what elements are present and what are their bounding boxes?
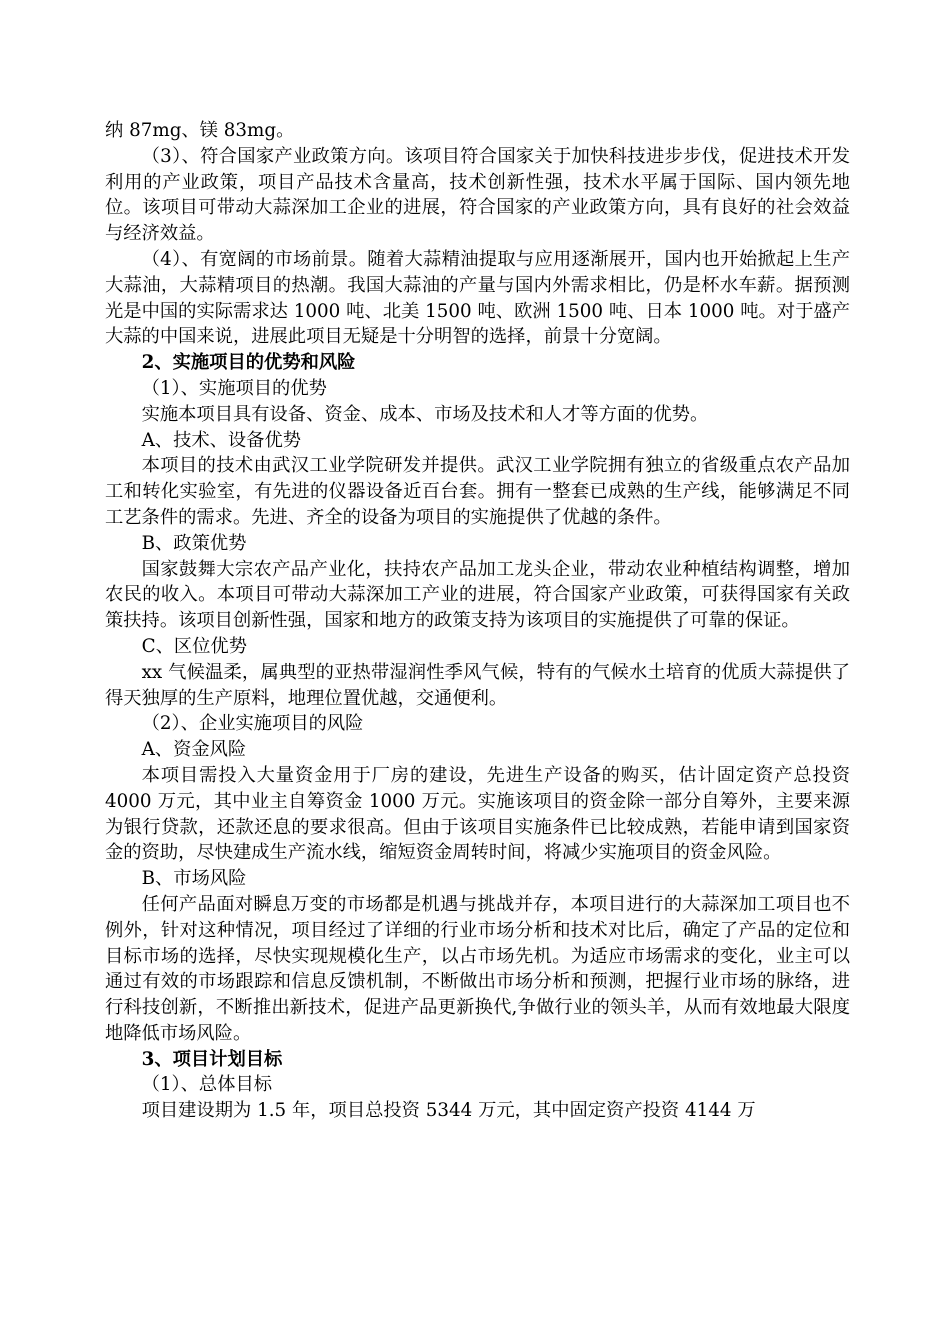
paragraph-continuation: 纳 87mg、镁 83mg。 xyxy=(105,120,295,141)
paragraph-capital-risk: 本项目需投入大量资金用于厂房的建设，先进生产设备的购买，估计固定资产总投资 4000 万元，其中业主自筹资金 1000 万元。实施该项目的资金除一部分自筹外，主要来源为银行贷款，还款还息的要求很高。但由于该项目实施条件已比较成熟，若能申请到国家资金的资助，尽快建成生产流水线，缩短资金周转时间，将减少实施项目的资金风险。 xyxy=(105,764,850,864)
section-heading-advantages-risks: 2、实施项目的优势和风险 xyxy=(141,352,356,374)
subheading-advantages: （1）、实施项目的优势 xyxy=(141,377,327,399)
subheading-location: C、区位优势 xyxy=(141,635,247,657)
subheading-capital-risk: A、资金风险 xyxy=(141,739,247,761)
paragraph-policy-direction: （3）、符合国家产业政策方向。该项目符合国家关于加快科技进步步伐，促进技术开发利用的产业政策，项目产品技术含量高，技术创新性强，技术水平属于国际、国内领先地位。该项目可带动大蒜深加工企业的进展，符合国家的产业政策方向，具有良好的社会效益与经济效益。 xyxy=(105,145,850,245)
subheading-risks: （2）、企业实施项目的风险 xyxy=(141,713,364,735)
subheading-policy: B、政策优势 xyxy=(141,532,247,554)
paragraph-market-risk: 任何产品面对瞬息万变的市场都是机遇与挑战并存，本项目进行的大蒜深加工项目也不例外，针对这种情况，项目经过了详细的行业市场分析和技术对比后，确定了产品的定位和目标市场的选择，尽快实现规模化生产，以占市场先机。为适应市场需求的变化，业主可以通过有效的市场跟踪和信息反馈机制，不断做出市场分析和预测，把握行业市场的脉络，进行科技创新，不断推出新技术，促进产品更新换代,争做行业的领头羊，从而有效地最大限度地降低市场风险。 xyxy=(105,893,850,1044)
paragraph-tech-equipment: 本项目的技术由武汉工业学院研发并提供。武汉工业学院拥有独立的省级重点农产品加工和转化实验室，有先进的仪器设备近百台套。拥有一整套已成熟的生产线，能够满足不同工艺条件的需求。先进、齐全的设备为项目的实施提供了优越的条件。 xyxy=(105,455,850,528)
paragraph-market-prospect: （4）、有宽阔的市场前景。随着大蒜精油提取与应用逐渐展开，国内也开始掀起上生产大蒜油，大蒜精项目的热潮。我国大蒜油的产量与国内外需求相比，仍是杯水车薪。据预测光是中国的实际需求达 1000 吨、北美 1500 吨、欧洲 1500 吨、日本 1000 吨。对于盛产大蒜的中国来说，进展此项目无疑是十分明智的选择，前景十分宽阔。 xyxy=(105,248,850,348)
paragraph-policy: 国家鼓舞大宗农产品产业化，扶持农产品加工龙头企业，带动农业种植结构调整，增加农民的收入。本项目可带动大蒜深加工产业的进展，符合国家产业政策，可获得国家有关政策扶持。该项目创新性强，国家和地方的政策支持为该项目的实施提供了可靠的保证。 xyxy=(105,558,850,632)
document-body xyxy=(105,118,850,1124)
section-heading-plan-goals: 3、项目计划目标 xyxy=(141,1048,283,1070)
paragraph-overall-goal: 项目建设期为 1.5 年，项目总投资 5344 万元，其中固定资产投资 4144 万 xyxy=(141,1100,756,1122)
paragraph-advantages-summary: 实施本项目具有设备、资金、成本、市场及技术和人才等方面的优势。 xyxy=(141,403,709,425)
subheading-overall-goal: （1）、总体目标 xyxy=(141,1074,273,1096)
subheading-tech-equipment: A、技术、设备优势 xyxy=(141,429,302,451)
paragraph-location: xx 气候温柔，属典型的亚热带湿润性季风气候，特有的气候水土培育的优质大蒜提供了得天独厚的生产原料，地理位置优越，交通便利。 xyxy=(105,661,850,709)
subheading-market-risk: B、市场风险 xyxy=(141,868,247,890)
